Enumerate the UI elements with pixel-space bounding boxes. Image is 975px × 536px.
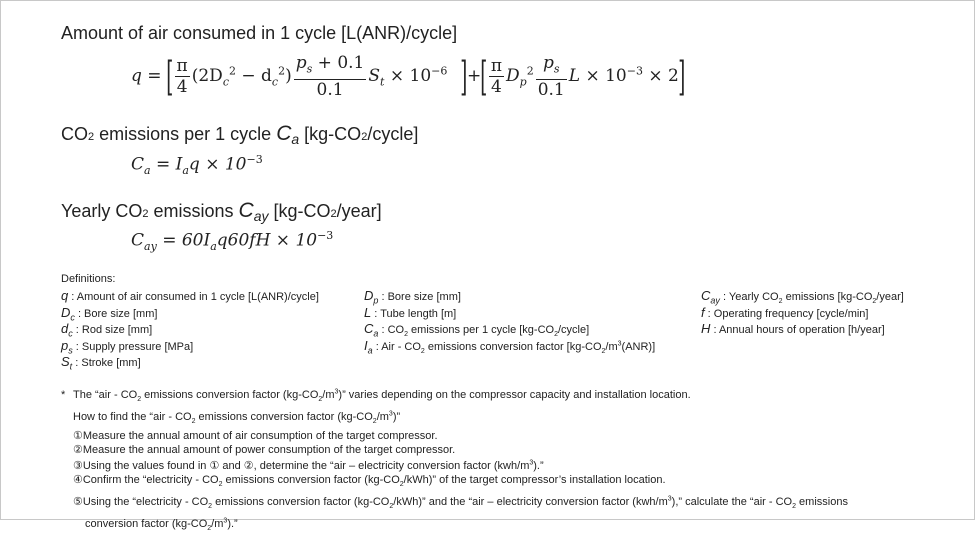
definition-col2-0 bbox=[364, 288, 461, 306]
note-mark: * bbox=[61, 388, 66, 401]
bracket-close-1: ] bbox=[460, 53, 468, 100]
definition-text: : $CO_2$ emissions per 1 cycle $[kg-CO_2/cycle]$ bbox=[378, 324, 590, 339]
note-text: ②Measure the annual amount of power consumption of the target compressor. bbox=[73, 443, 456, 456]
symbol-ca: $C_a$ bbox=[276, 122, 300, 147]
note-text: ④Confirm the “electricity - $CO_2$ emissions conversion factor $(kg-CO_2/kWh)$” of the target compressor’s installation location. bbox=[73, 474, 666, 489]
frac-pressure: $\frac{p_s + 0.1}{0.1}$ bbox=[295, 53, 365, 101]
bracket-open-1: [ bbox=[166, 53, 174, 100]
note-text: ⑤Using the “electricity - $CO_2$ emissions conversion factor $(kg-CO_2/kWh)$” and the “air – electricity conversion factor $(kwh/m^3)$,” calculate the “air - $CO_2$ emissions bbox=[73, 495, 848, 511]
note-line-4 bbox=[61, 457, 848, 474]
definition-text: : Bore size [mm] bbox=[74, 307, 158, 320]
formula-air-consumed: q = [ $\frac{\pi}{4}$ $(2D_c^2 - d_c^2)$ $\frac{p_s + 0.1}{0.1}$ $S_t \times 10^{-6}$ ]+[ $\frac{\pi}{4}$ $D_p^2$ $\frac{p_s}{0.1}$ $L \times 10^{-3} \times 2$] bbox=[131, 53, 686, 101]
definition-symbol: H bbox=[701, 321, 711, 336]
definition-text: : Tube length [m] bbox=[371, 307, 457, 320]
definition-col1-0 bbox=[61, 288, 319, 303]
formula-co2-per-cycle: $C_a = I_aq \times 10^{-3}$ bbox=[131, 153, 263, 178]
definition-text: : Air - $CO_2$ emissions conversion factor $[kg-CO_2/m^3(ANR)]$ bbox=[372, 339, 656, 355]
definition-symbol: q bbox=[61, 288, 69, 303]
frac-pi-4-b: $\frac{\pi}{4}$ bbox=[490, 56, 503, 98]
definition-col2-2 bbox=[364, 321, 589, 339]
definition-col3-0 bbox=[701, 288, 904, 306]
definition-symbol: $d_c$ bbox=[61, 321, 73, 339]
definition-text: : Annual hours of operation [h/year] bbox=[710, 324, 885, 336]
frac-pressure-b: $\frac{p_s}{0.1}$ bbox=[537, 53, 565, 101]
note-line-2 bbox=[61, 429, 848, 443]
note-text: ①Measure the annual amount of air consumption of the target compressor. bbox=[73, 429, 438, 442]
definition-text: : Amount of air consumed in 1 cycle [L(ANR)/cycle] bbox=[68, 291, 319, 303]
definition-symbol: $D_p$ bbox=[364, 288, 379, 306]
bracket-open-2: [ bbox=[480, 53, 488, 100]
definition-text: : Rod size [mm] bbox=[72, 324, 153, 336]
note-text: conversion factor $(kg-CO_2/m^3)$.” bbox=[85, 517, 238, 533]
plus-sign: + bbox=[466, 66, 482, 87]
symbol-cay: $C_{ay}$ bbox=[238, 199, 269, 224]
definition-symbol: $p_s$ bbox=[61, 337, 73, 356]
definition-text: : Bore size [mm] bbox=[378, 291, 461, 303]
note-line-3 bbox=[61, 443, 848, 457]
section-title-air-consumed: Amount of air consumed in 1 cycle [L(ANR)/cycle] bbox=[61, 23, 458, 43]
definition-col2-3 bbox=[364, 338, 655, 356]
note-text: The “air - $CO_2$ emissions conversion factor $(kg-CO_2/m^3)$” varies depending on the compressor capacity and installation location. bbox=[73, 388, 691, 403]
note-line-5 bbox=[61, 473, 848, 492]
definition-symbol: $I_a$ bbox=[364, 337, 373, 356]
definition-symbol: $C_{ay}$ bbox=[701, 288, 720, 306]
definition-text: : Operating frequency [cycle/min] bbox=[704, 307, 869, 320]
definitions-title: Definitions: bbox=[61, 273, 116, 285]
definition-col3-1 bbox=[701, 305, 868, 320]
note-line-0 bbox=[61, 385, 848, 407]
frac-pi-4: $\frac{\pi}{4}$ bbox=[176, 56, 188, 98]
definition-text: : Stroke [mm] bbox=[72, 357, 141, 369]
definition-col1-1 bbox=[61, 305, 157, 323]
definition-text: : Yearly $CO_2$ emissions $[kg-CO_2/year]$ bbox=[719, 291, 904, 306]
note-line-6 bbox=[61, 493, 848, 515]
definition-col1-2 bbox=[61, 321, 152, 339]
section-title-yearly-co2: Yearly CO2 emissions $C_{ay}$ [kg-CO2/year] bbox=[61, 199, 382, 224]
formula1-lhs: q = bbox=[131, 66, 167, 87]
definition-col1-4 bbox=[61, 354, 141, 372]
definition-symbol: $C_a$ bbox=[364, 321, 379, 339]
section-title-co2-per-cycle: CO2 emissions per 1 cycle $C_a$ [kg-CO2/cycle] bbox=[61, 122, 419, 147]
inner-term: $(2D_c^2 - d_c^2)$ bbox=[191, 64, 292, 89]
definition-col3-2 bbox=[701, 321, 885, 336]
note-text: How to find the “air - $CO_2$ emissions conversion factor $(kg-CO_2/m^3)$” bbox=[73, 409, 401, 425]
definition-symbol: $S_t$ bbox=[61, 354, 73, 372]
note-line-7 bbox=[61, 514, 848, 536]
definition-symbol: $D_c$ bbox=[61, 304, 75, 323]
definition-symbol: L bbox=[364, 304, 372, 320]
definition-col1-3 bbox=[61, 338, 193, 356]
formula-yearly-co2: $C_{ay} = 60I_aq60fH \times 10^{-3}$ bbox=[131, 229, 334, 254]
notes-block bbox=[61, 385, 848, 536]
bracket-close-2: ] bbox=[678, 53, 686, 100]
note-text: ③Using the values found in ① and ②, determine the “air – electricity conversion factor $(kwh/m^3)$.” bbox=[73, 459, 544, 473]
note-line-1 bbox=[61, 407, 848, 429]
definition-symbol: f bbox=[701, 304, 705, 320]
definition-text: : Supply pressure [MPa] bbox=[72, 340, 194, 353]
definition-col2-1 bbox=[364, 305, 456, 320]
